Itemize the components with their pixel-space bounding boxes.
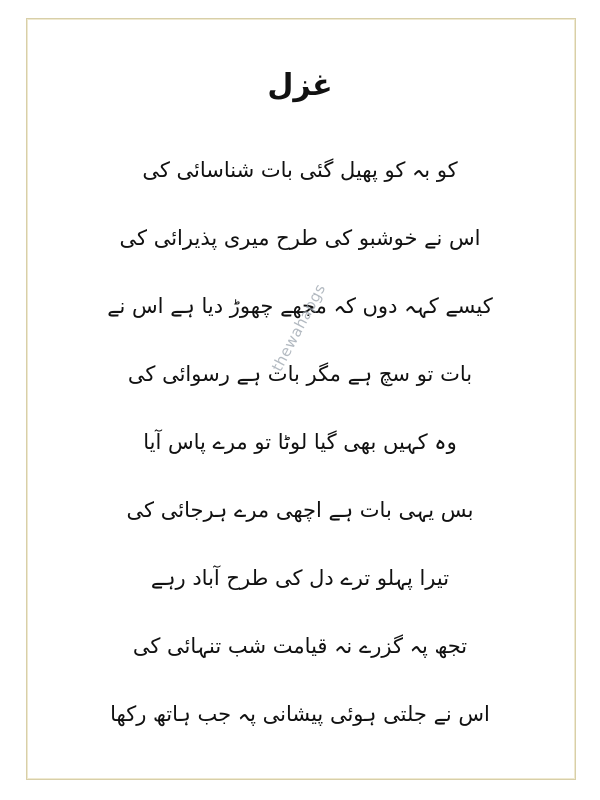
poem-title: غزل xyxy=(267,68,333,103)
verse-line-5: وہ کہیں بھی گیا لوٹا تو مرے پاس آیا xyxy=(143,430,457,454)
verse-line-8: تجھ پہ گزرے نہ قیامت شب تنہائی کی xyxy=(132,634,468,658)
watermark-text: thewahapgs xyxy=(268,280,330,375)
verse-line-4: بات تو سچ ہے مگر بات ہے رسوائی کی xyxy=(127,362,473,386)
verse-line-7: تیرا پہلو ترے دل کی طرح آباد رہے xyxy=(150,566,450,590)
verse-line-2: اس نے خوشبو کی طرح میری پذیرائی کی xyxy=(119,226,481,250)
verse-line-3: کیسے کہہ دوں کہ مجھے چھوڑ دیا ہے اس نے xyxy=(107,294,493,318)
verse-line-9: اس نے جلتی ہوئی پیشانی پہ جب ہاتھ رکھا xyxy=(110,702,490,726)
verse-line-6: بس یہی بات ہے اچھی مرے ہرجائی کی xyxy=(126,498,474,522)
verse-line-1: کو بہ کو پھیل گئی بات شناسائی کی xyxy=(142,158,458,182)
